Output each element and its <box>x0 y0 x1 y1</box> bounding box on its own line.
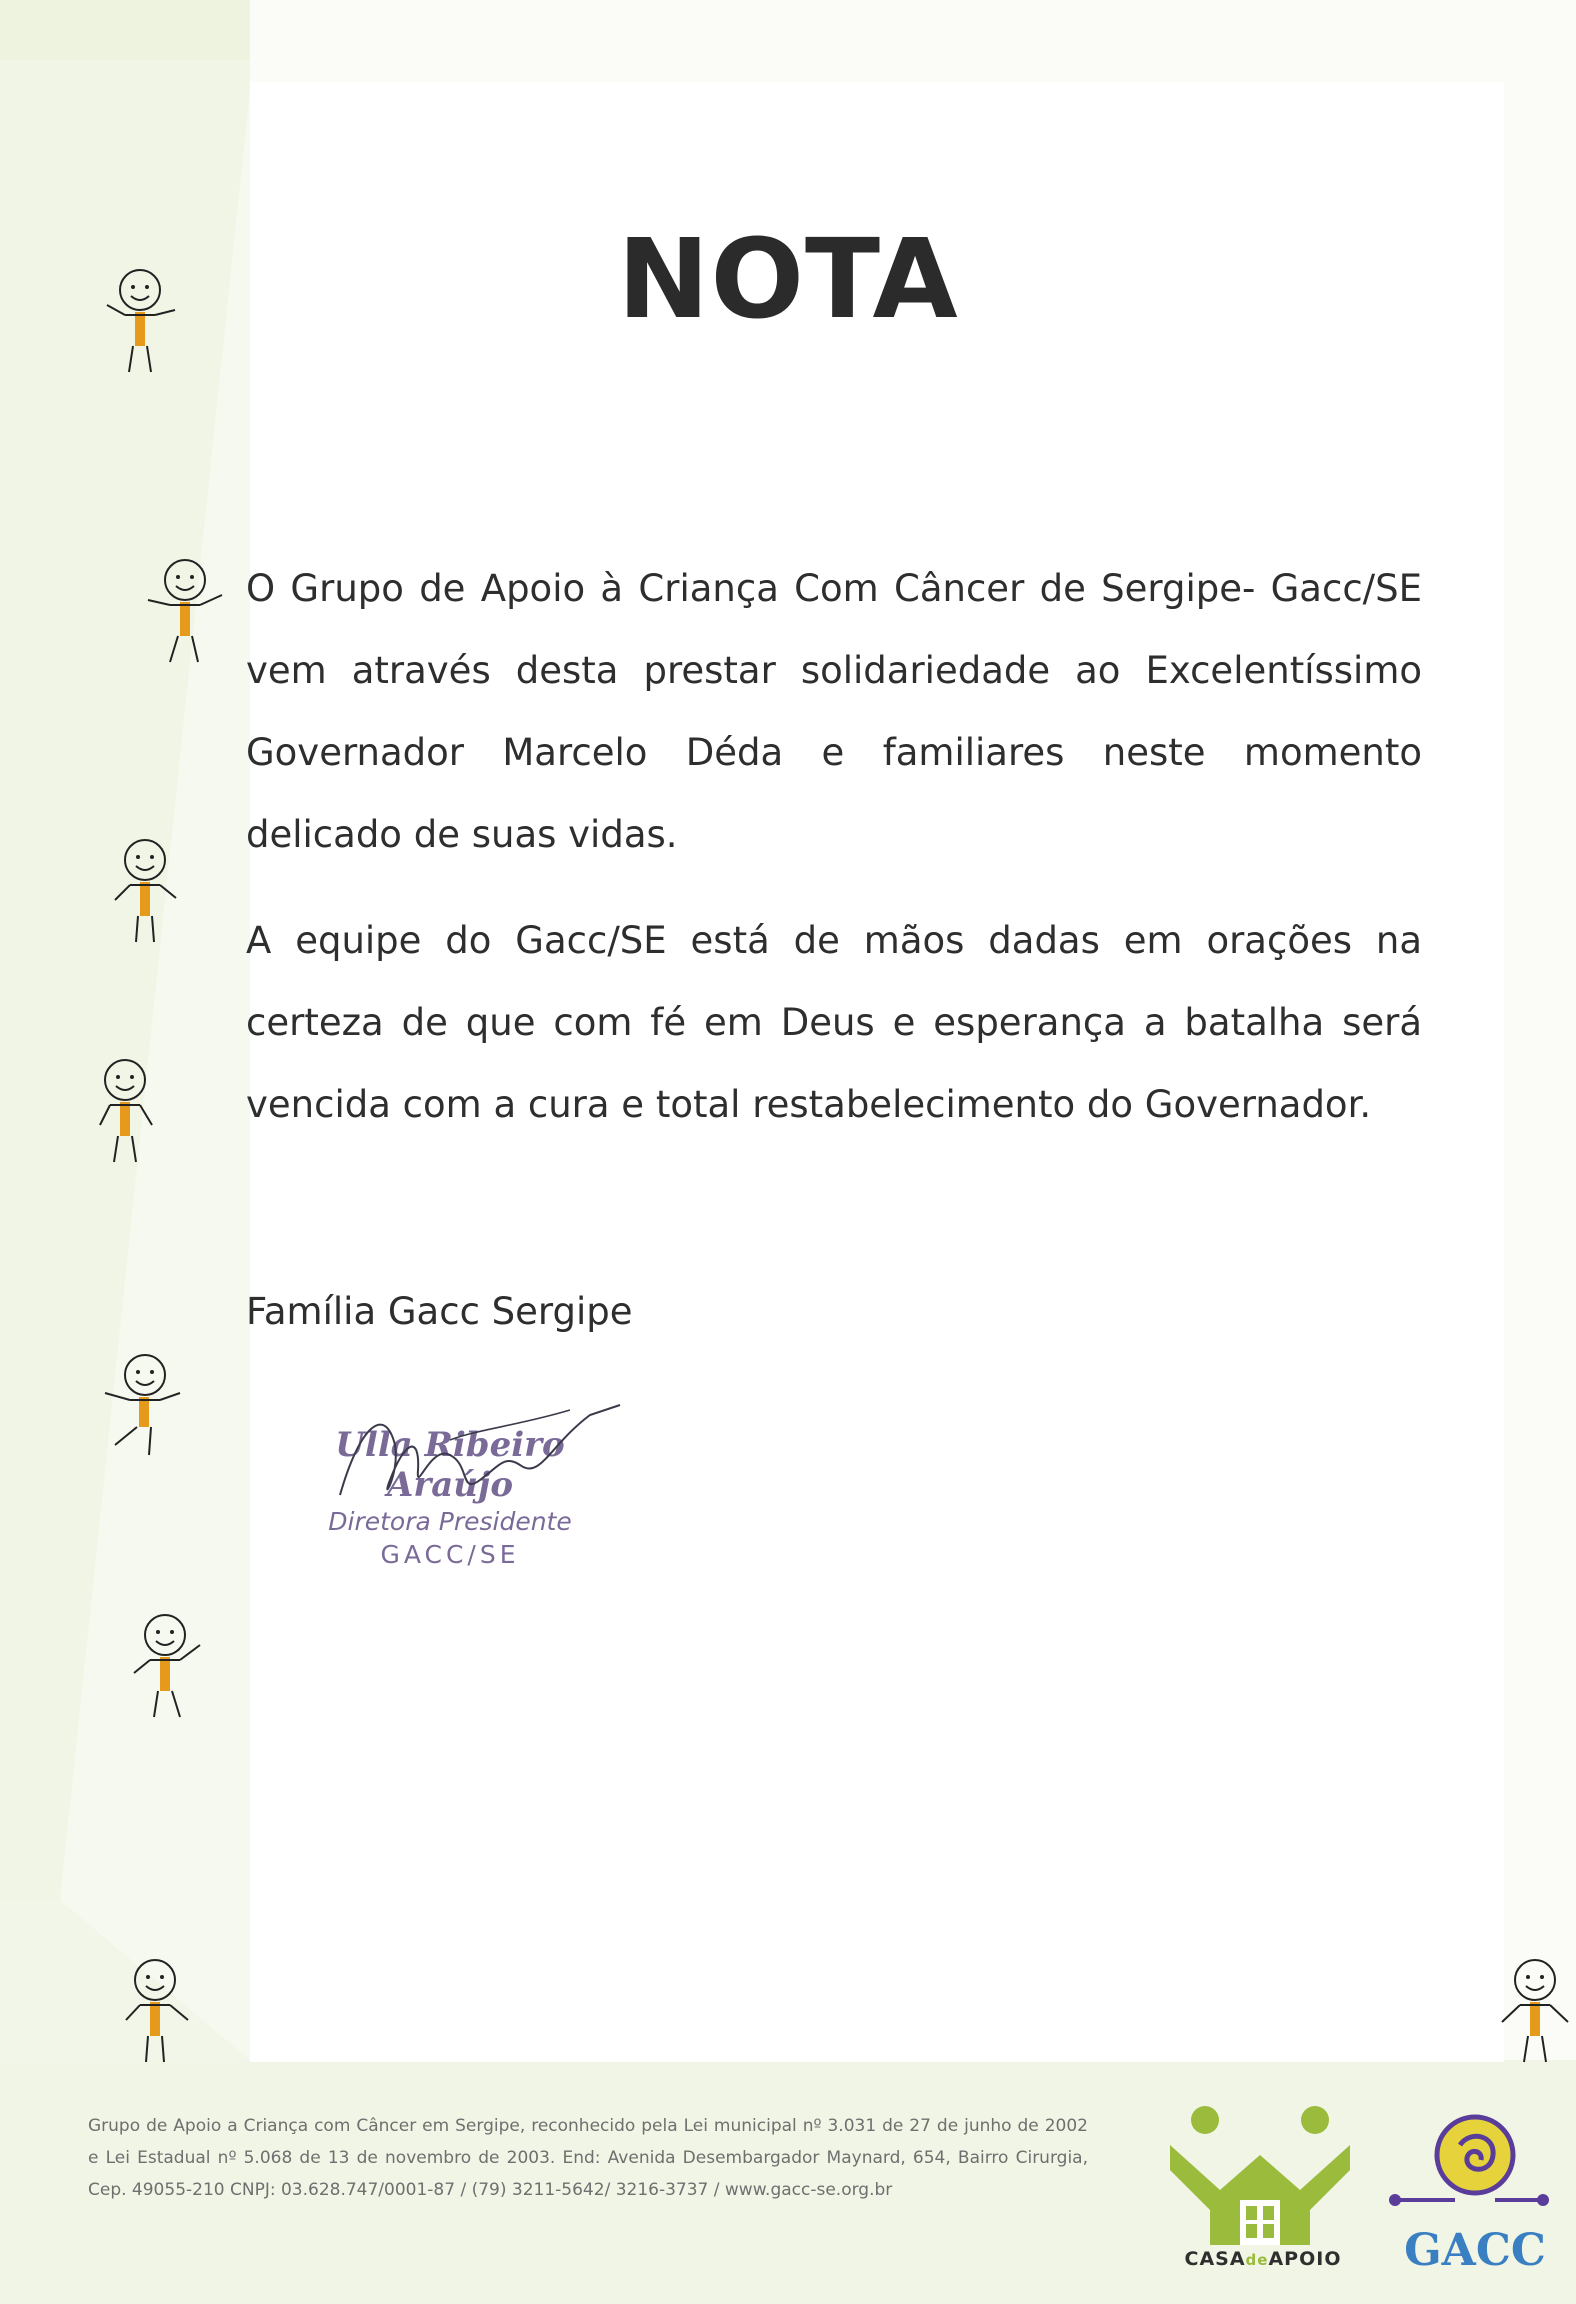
stamp-name: Ulla Ribeiro Araújo <box>335 1425 565 1505</box>
page-title: NOTA <box>617 215 959 343</box>
casa-text-suffix: APOIO <box>1268 2248 1342 2270</box>
footer-address: Grupo de Apoio a Criança com Câncer em Sergipe, reconhecido pela Lei municipal nº 3.031 de 27 de junho de 2002 e Lei Estadual nº 5.068 de 13 de novembro de 2003. End: Avenida Desembargador Maynard, 654, Bairro Cirurgia, Cep. 49055-210 CNPJ: 03.628.747/0001-87 / (79) 3211-5642/ 3216-3737 / www.gacc-se.org.br <box>88 2116 1088 2200</box>
stamp-org: GACC/SE <box>380 1540 520 1569</box>
casa-text-prefix: CASA <box>1184 2248 1246 2270</box>
kid-figure-icon <box>100 830 190 960</box>
handwritten-signature <box>300 1385 630 1525</box>
gacc-logo-text: GACC <box>1404 2225 1546 2276</box>
paragraph-2: A equipe do Gacc/SE está de mãos dadas em orações na certeza de que com fé em Deus e esperança a batalha será vencida com a cura e total restabelecimento do Governador. <box>246 919 1422 1126</box>
paragraph-1: O Grupo de Apoio à Criança Com Câncer de Sergipe- Gacc/SE vem através desta prestar solidariedade ao Excelentíssimo Governador Marcelo Déda e familiares neste momento delicado de suas vidas. <box>246 567 1422 856</box>
kid-figure-icon <box>1490 1950 1576 2080</box>
casa-text-de: de <box>1245 2251 1269 2269</box>
stamp-role: Diretora Presidente <box>328 1507 572 1536</box>
kid-figure-icon <box>110 1950 200 2080</box>
kid-figure-icon <box>95 260 185 390</box>
casa-de-apoio-logo-text <box>1148 2248 1378 2270</box>
kid-figure-icon <box>120 1605 210 1735</box>
kid-figure-icon <box>95 1345 185 1475</box>
letter-body <box>246 548 1422 1170</box>
kid-figure-icon <box>140 550 230 680</box>
kid-figure-icon <box>80 1050 170 1180</box>
closing-line: Família Gacc Sergipe <box>246 1290 633 1333</box>
